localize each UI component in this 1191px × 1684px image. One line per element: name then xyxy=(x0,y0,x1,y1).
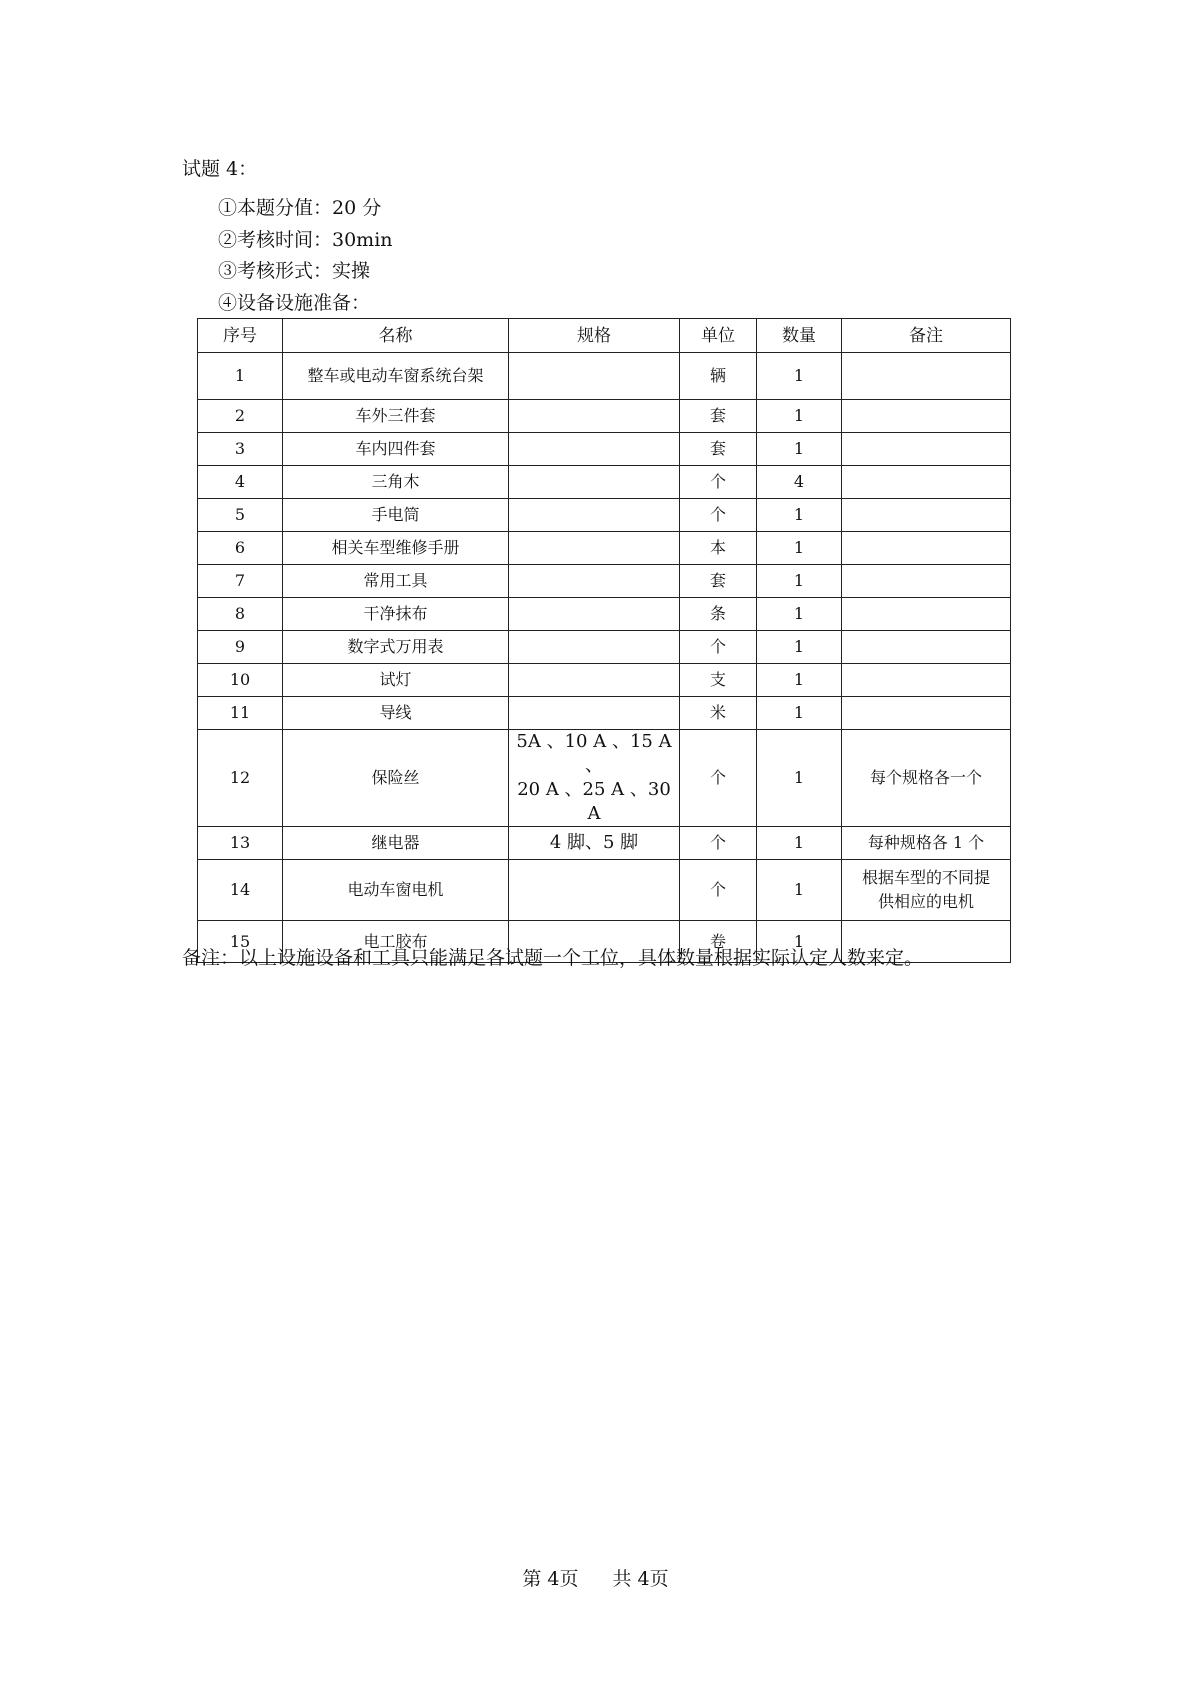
table-cell: 套 xyxy=(680,565,757,598)
table-row xyxy=(198,565,1011,598)
table-cell: 1 xyxy=(757,532,842,565)
table-cell: 整车或电动车窗系统台架 xyxy=(283,353,509,400)
header-cell: 备注 xyxy=(842,319,1011,353)
table-cell: 1 xyxy=(757,664,842,697)
equipment-item: ④设备设施准备： xyxy=(218,291,371,314)
table-cell: 保险丝 xyxy=(283,730,509,827)
table-cell xyxy=(509,433,680,466)
table-row xyxy=(198,433,1011,466)
table-cell xyxy=(842,598,1011,631)
table-cell: 车内四件套 xyxy=(283,433,509,466)
table-cell xyxy=(509,631,680,664)
question-title: 试题 4： xyxy=(182,158,258,180)
table-cell: 1 xyxy=(757,827,842,860)
table-cell: 电动车窗电机 xyxy=(283,860,509,921)
table-cell: 1 xyxy=(757,400,842,433)
table-row xyxy=(198,860,1011,921)
table-cell: 卷 xyxy=(680,921,757,963)
table-cell: 每个规格各一个 xyxy=(842,730,1011,827)
time-item: ②考核时间：30min xyxy=(218,228,393,251)
table-cell: 套 xyxy=(680,400,757,433)
table-cell xyxy=(842,532,1011,565)
table-cell: 本 xyxy=(680,532,757,565)
page-number: 第 4页 xyxy=(522,1568,579,1590)
table-cell xyxy=(509,860,680,921)
header-cell: 规格 xyxy=(509,319,680,353)
table-cell xyxy=(509,664,680,697)
table-cell: 4 xyxy=(757,466,842,499)
table-cell: 4 xyxy=(198,466,283,499)
table-cell xyxy=(509,532,680,565)
table-cell: 6 xyxy=(198,532,283,565)
table-cell: 三角木 xyxy=(283,466,509,499)
table-cell: 个 xyxy=(680,466,757,499)
table-cell: 4 脚、5 脚 xyxy=(509,827,680,860)
table-cell: 数字式万用表 xyxy=(283,631,509,664)
table-cell: 9 xyxy=(198,631,283,664)
table-cell: 1 xyxy=(757,860,842,921)
table-row xyxy=(198,598,1011,631)
table-cell: 个 xyxy=(680,631,757,664)
table-cell: 5A 、10 A 、15 A 、 20 A 、25 A 、30 A xyxy=(509,730,680,827)
table-row xyxy=(198,532,1011,565)
equipment-table xyxy=(197,318,1011,963)
table-cell xyxy=(509,499,680,532)
table-row xyxy=(198,400,1011,433)
table-cell xyxy=(842,631,1011,664)
table-cell: 套 xyxy=(680,433,757,466)
table-cell: 5 xyxy=(198,499,283,532)
table-cell: 支 xyxy=(680,664,757,697)
table-cell: 个 xyxy=(680,499,757,532)
table-cell: 1 xyxy=(757,353,842,400)
table-cell xyxy=(509,353,680,400)
table-row xyxy=(198,353,1011,400)
table-header-row xyxy=(198,319,1011,353)
table-row xyxy=(198,827,1011,860)
table-row xyxy=(198,664,1011,697)
question-info-list xyxy=(218,193,393,319)
table-cell: 继电器 xyxy=(283,827,509,860)
table-cell: 1 xyxy=(757,921,842,963)
page-footer xyxy=(0,1566,1191,1592)
page-total: 共 4页 xyxy=(612,1568,669,1590)
table-cell: 7 xyxy=(198,565,283,598)
table-cell: 常用工具 xyxy=(283,565,509,598)
table-cell: 相关车型维修手册 xyxy=(283,532,509,565)
table-cell: 个 xyxy=(680,860,757,921)
table-cell: 1 xyxy=(757,565,842,598)
table-cell: 1 xyxy=(198,353,283,400)
table-cell: 11 xyxy=(198,697,283,730)
table-cell xyxy=(842,353,1011,400)
table-cell: 手电筒 xyxy=(283,499,509,532)
table-row xyxy=(198,697,1011,730)
table-cell xyxy=(842,466,1011,499)
table-cell: 1 xyxy=(757,433,842,466)
table-cell: 条 xyxy=(680,598,757,631)
table-cell: 10 xyxy=(198,664,283,697)
table-cell xyxy=(842,433,1011,466)
header-cell: 单位 xyxy=(680,319,757,353)
table-cell: 每种规格各 1 个 xyxy=(842,827,1011,860)
table-cell xyxy=(509,697,680,730)
table-cell: 车外三件套 xyxy=(283,400,509,433)
table-row xyxy=(198,730,1011,827)
table-cell: 14 xyxy=(198,860,283,921)
table-cell xyxy=(842,565,1011,598)
note-text: 备注：以上设施设备和工具只能满足各试题一个工位，具体数量根据实际认定人数来定。 xyxy=(182,947,924,969)
header-cell: 序号 xyxy=(198,319,283,353)
table-cell xyxy=(842,499,1011,532)
table-cell: 15 xyxy=(198,921,283,963)
table-cell: 辆 xyxy=(680,353,757,400)
table-cell xyxy=(509,400,680,433)
score-item: ①本题分值：20 分 xyxy=(218,197,382,219)
table-cell xyxy=(842,400,1011,433)
table-cell: 12 xyxy=(198,730,283,827)
table-cell: 13 xyxy=(198,827,283,860)
table-cell: 米 xyxy=(680,697,757,730)
table-cell xyxy=(842,664,1011,697)
table-cell xyxy=(842,697,1011,730)
table-cell: 1 xyxy=(757,631,842,664)
table-cell: 个 xyxy=(680,730,757,827)
header-cell: 名称 xyxy=(283,319,509,353)
table-row xyxy=(198,466,1011,499)
table-cell: 8 xyxy=(198,598,283,631)
table-cell: 试灯 xyxy=(283,664,509,697)
table-cell: 电工胶布 xyxy=(283,921,509,963)
table-cell: 干净抹布 xyxy=(283,598,509,631)
table-cell xyxy=(509,466,680,499)
table-row xyxy=(198,499,1011,532)
table-cell xyxy=(509,598,680,631)
table-cell: 1 xyxy=(757,598,842,631)
table-cell: 2 xyxy=(198,400,283,433)
table-cell: 1 xyxy=(757,730,842,827)
table-cell: 导线 xyxy=(283,697,509,730)
table-row xyxy=(198,631,1011,664)
table-cell: 根据车型的不同提 供相应的电机 xyxy=(842,860,1011,921)
table-cell: 3 xyxy=(198,433,283,466)
table-cell: 个 xyxy=(680,827,757,860)
format-item: ③考核形式：实操 xyxy=(218,260,371,282)
header-cell: 数量 xyxy=(757,319,842,353)
table-cell: 1 xyxy=(757,697,842,730)
table-cell xyxy=(509,565,680,598)
table-cell: 1 xyxy=(757,499,842,532)
